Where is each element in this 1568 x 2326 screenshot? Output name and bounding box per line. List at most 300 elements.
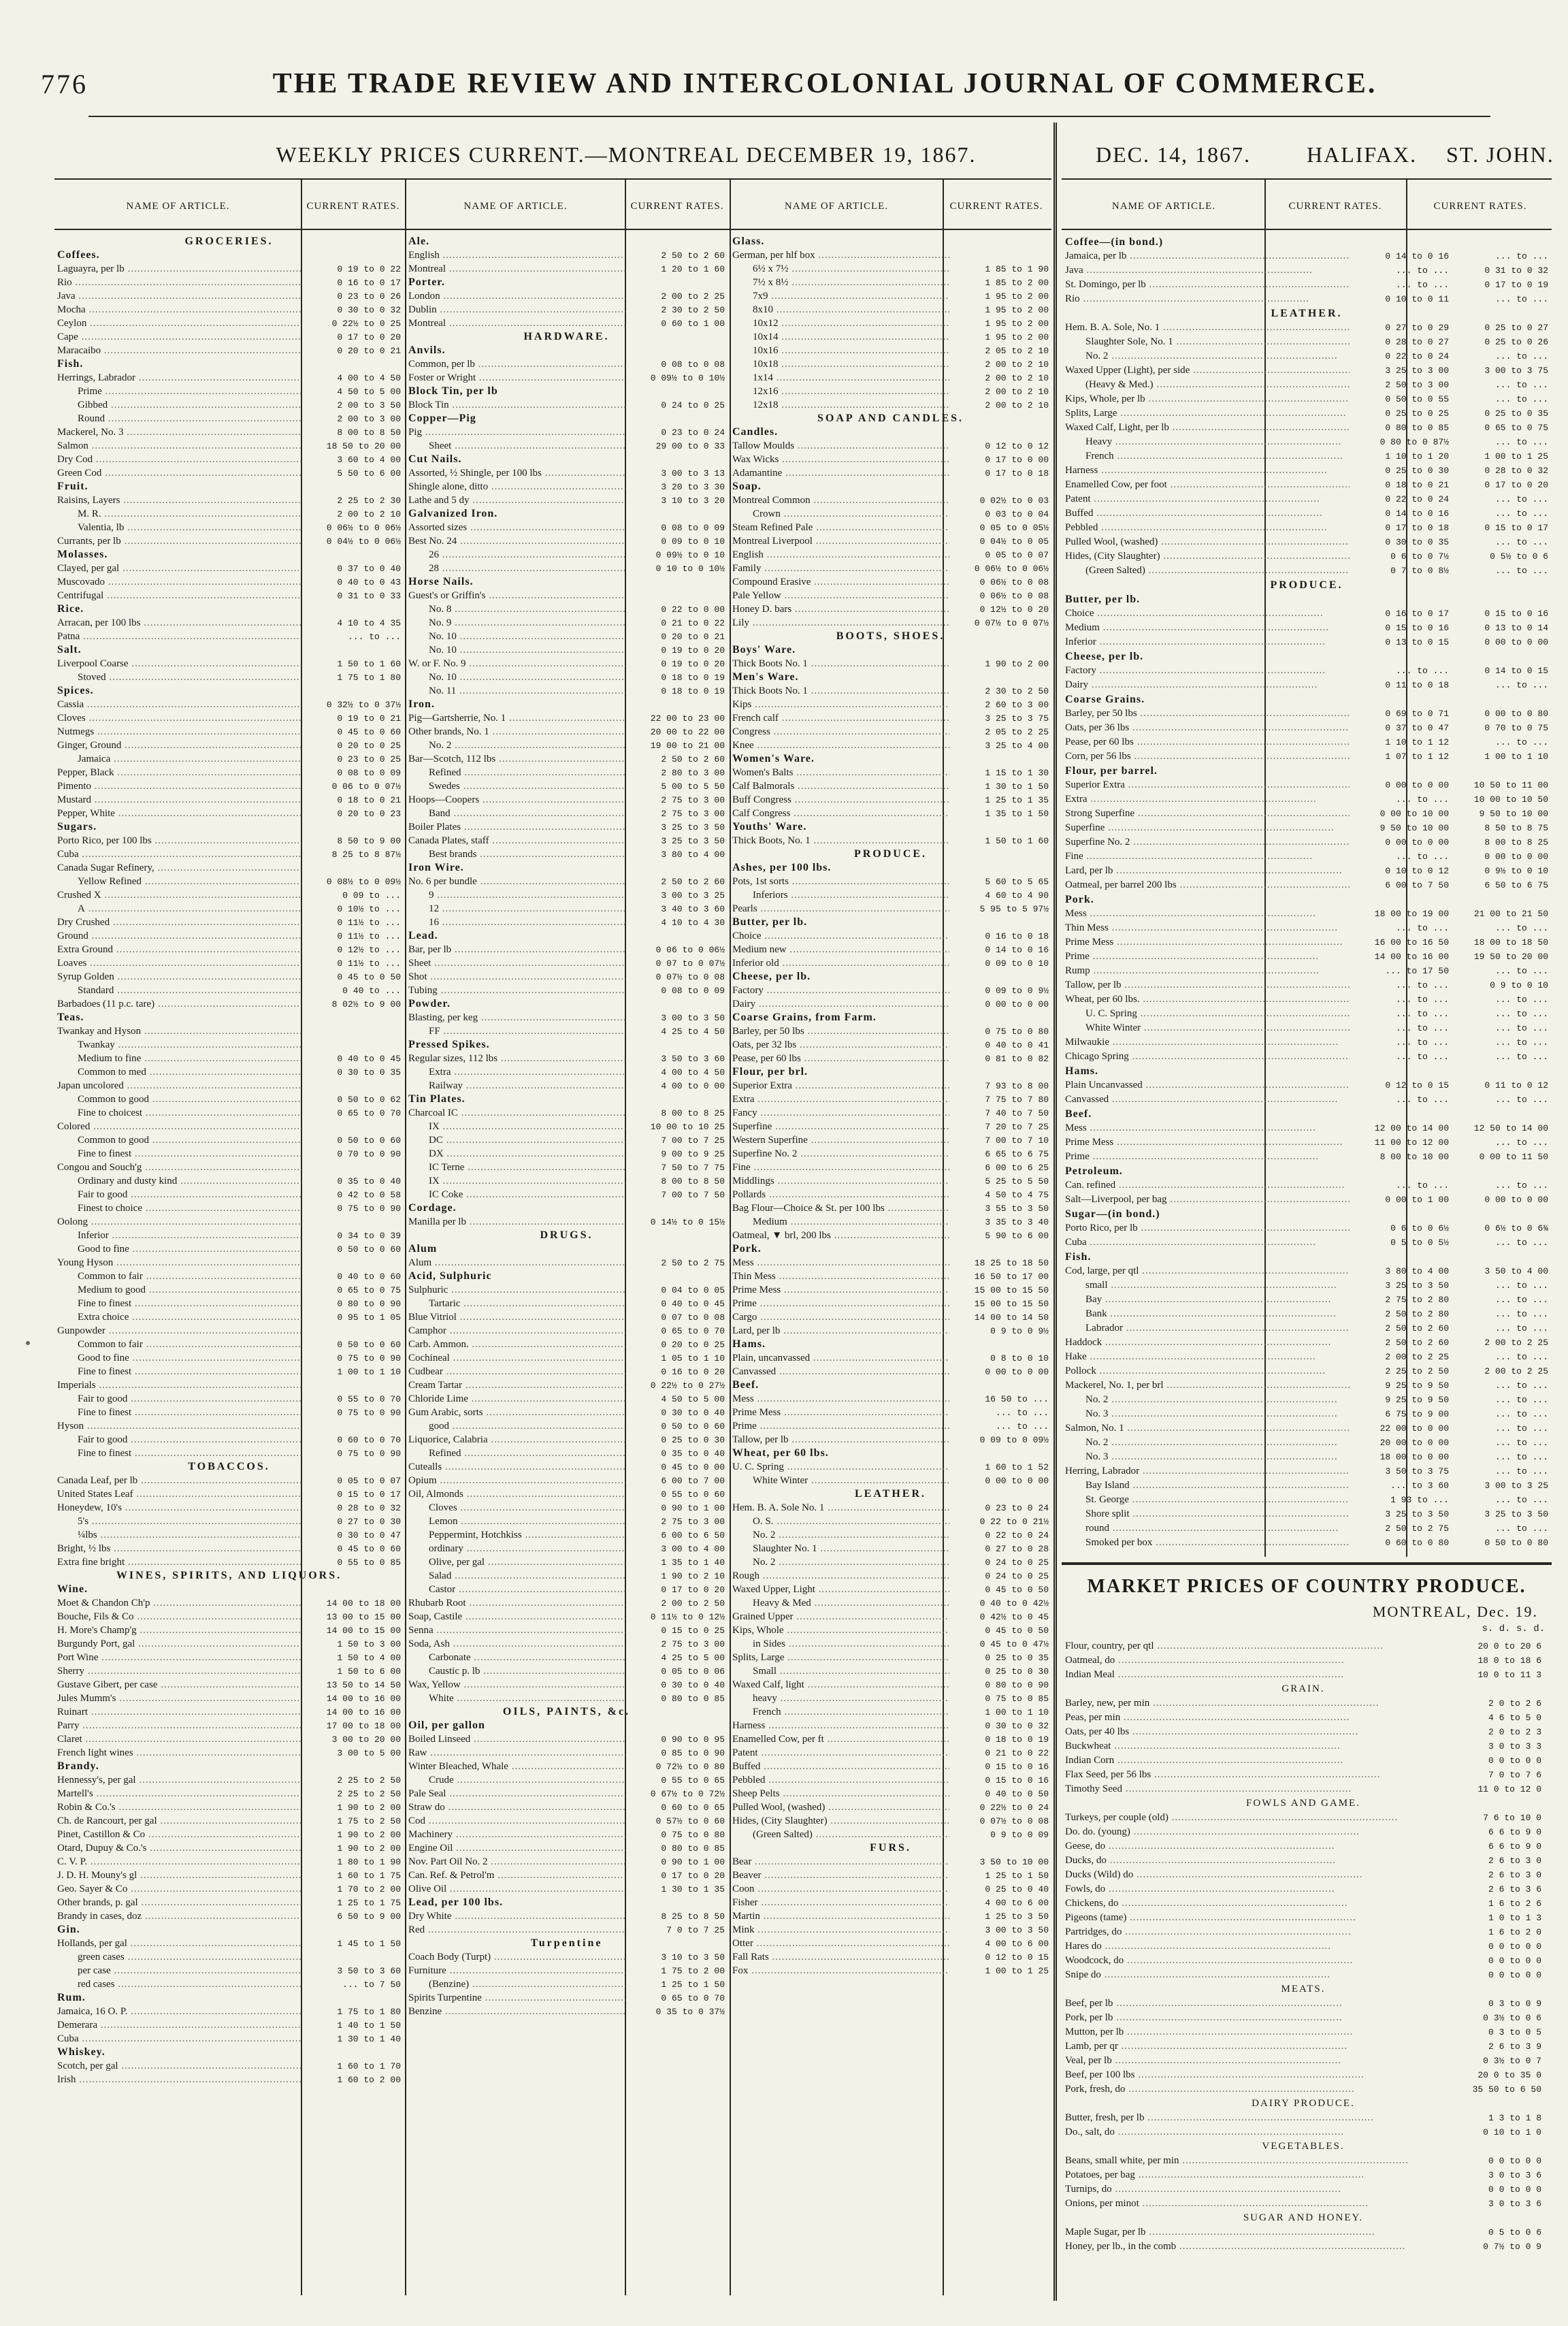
price-row: [1065, 1868, 1541, 1882]
price-row: [408, 1419, 725, 1433]
article-name: Fair to good .....: [57, 1188, 301, 1201]
article-name: Salmon .....: [57, 439, 301, 453]
article-name: Steam Refined Pale .....: [732, 521, 949, 534]
article-name: Harness .....: [1065, 464, 1350, 478]
price-row: [732, 997, 1049, 1011]
current-rate: 1 75 to 1 80: [337, 2007, 401, 2017]
article-name: Gum Arabic, sorts .....: [408, 1406, 625, 1419]
current-rate: 0 0 to 0 0: [1488, 1970, 1541, 1980]
stjohn-rate: ... to ...: [1494, 1280, 1548, 1291]
current-rate: 0 22½ to 0 24: [979, 1803, 1049, 1813]
article-name: Fall Rats .....: [732, 1950, 949, 1964]
current-rate: 0 50 to 0 55: [1385, 394, 1449, 404]
article-name: Inferior old .....: [732, 956, 949, 970]
current-rate: 6 6 to 9 0: [1488, 1841, 1541, 1852]
article-name: Currants, per lb .....: [57, 534, 301, 548]
table-top-rule: [54, 178, 1051, 180]
price-row: [408, 1120, 725, 1133]
article-name: Factory .....: [732, 984, 949, 997]
category-heading: [408, 276, 725, 289]
stjohn-rate: ... to ...: [1494, 380, 1548, 390]
current-rate: 16 50 to 17 00: [974, 1272, 1049, 1282]
price-row: [408, 357, 725, 371]
category-heading: [57, 1760, 401, 1773]
price-row: [1065, 1954, 1541, 1968]
current-rate: ... to ...: [1395, 1180, 1449, 1191]
current-rate: 3 80 to 4 00: [661, 850, 725, 860]
current-rate: 1 60 to 2 00: [337, 2075, 401, 2085]
article-name: Crushed X .....: [57, 888, 301, 902]
article-name: Wax, Yellow .....: [408, 1678, 625, 1692]
current-rate: 15 00 to 15 50: [974, 1285, 1049, 1295]
price-row: [1065, 1479, 1548, 1493]
price-row: [408, 616, 725, 630]
article-name: Congou and Souch'g .....: [57, 1161, 301, 1174]
stjohn-rate: ... to ...: [1494, 1466, 1548, 1476]
article-name: English .....: [408, 248, 625, 262]
stjohn-rate: ... to ...: [1494, 680, 1548, 690]
category-heading: [408, 1896, 725, 1909]
price-row: [732, 766, 1049, 779]
article-name: Timothy Seed .....: [1065, 1782, 1456, 1796]
section-heading: [1065, 578, 1548, 592]
price-row: [732, 1787, 1049, 1800]
current-rate: 0 18 to 0 19: [661, 686, 725, 696]
current-rate: 35 50 to 6 50: [1472, 2084, 1541, 2095]
category-heading: [1065, 1207, 1548, 1221]
current-rate: 0 80 to 0 85: [1385, 423, 1449, 433]
current-rate: 0 24 to 0 25: [661, 400, 725, 410]
price-row: [1065, 1421, 1548, 1436]
article-name: Ginger, Ground .....: [57, 739, 301, 752]
price-row: [1065, 1278, 1548, 1293]
price-row: [57, 1242, 401, 1256]
current-rate: 0 81 to 0 82: [985, 1054, 1049, 1064]
stjohn-rate: 19 50 to 20 00: [1473, 952, 1548, 962]
current-rate: 8 00 to 8 25: [661, 1108, 725, 1118]
category-heading: [408, 453, 725, 466]
stjohn-rate: ... to ...: [1494, 737, 1548, 747]
price-row: [408, 303, 725, 317]
price-row: [57, 1678, 401, 1692]
price-row: [408, 248, 725, 262]
current-rate: 3 0 to 3 3: [1488, 1741, 1541, 1751]
section-heading: [1065, 2211, 1541, 2225]
article-name: St. George .....: [1065, 1493, 1350, 1507]
article-name: Medium to fine .....: [57, 1052, 301, 1065]
price-row: [57, 752, 401, 766]
current-rate: 4 10 to 4 30: [661, 918, 725, 928]
price-row: [1065, 1725, 1541, 1739]
current-rate: 0 10½ to ...: [337, 904, 401, 914]
article-name: Western Superfine .....: [732, 1133, 949, 1147]
article-name: U. C. Spring .....: [1065, 1007, 1350, 1021]
article-name: Good to fine .....: [57, 1242, 301, 1256]
current-rate: 1 25 to 1 35: [985, 795, 1049, 805]
price-row: [1065, 749, 1548, 764]
current-rate: 0 22 to 0 24: [985, 1530, 1049, 1540]
price-row: [408, 1378, 725, 1392]
current-rate: 4 00 to 6 00: [985, 1898, 1049, 1908]
price-row: [57, 1896, 401, 1909]
current-rate: 2 6 to 3 9: [1488, 2041, 1541, 2052]
current-rate: 1 90 to 2 10: [661, 1571, 725, 1581]
article-name: Centrifugal .....: [57, 589, 301, 602]
article-name: Raw .....: [408, 1746, 625, 1760]
article-name: Sherry .....: [57, 1664, 301, 1678]
current-rate: 0 60 to 1 00: [661, 319, 725, 329]
header-bottom-rule-right: [1062, 229, 1552, 230]
current-rate: 0 17 to 0 18: [985, 468, 1049, 479]
current-rate: 8 00 to 8 50: [337, 427, 401, 438]
current-rate: 9 00 to 9 25: [661, 1149, 725, 1159]
category-heading: [732, 916, 1049, 929]
article-name: Japan uncolored .....: [57, 1079, 301, 1093]
article-name: Martin .....: [732, 1909, 949, 1923]
price-row: [1065, 263, 1548, 278]
article-name: Iron Wire.: [408, 862, 464, 873]
stjohn-rate: 0 00 to 0 80: [1484, 709, 1548, 719]
category-heading: [408, 1719, 725, 1732]
article-name: Pease, per 60 lbs .....: [732, 1052, 949, 1065]
stjohn-rate: ... to ...: [1494, 1395, 1548, 1405]
price-row: [57, 1283, 401, 1297]
price-row: [732, 575, 1049, 589]
price-row: [408, 1977, 725, 1991]
current-rate: 0 45 to 0 50: [985, 1585, 1049, 1595]
price-row: [1065, 321, 1548, 335]
current-rate: 0 21 to 0 22: [985, 1748, 1049, 1758]
price-row: [1065, 2182, 1541, 2197]
article-name: Boiled Linseed .....: [408, 1732, 625, 1746]
article-name: No. 3 .....: [1065, 1407, 1350, 1421]
price-row: [732, 1460, 1049, 1474]
current-rate: 1 60 to 1 70: [337, 2061, 401, 2071]
stjohn-rate: ... to ...: [1494, 294, 1548, 304]
article-name: Salt—Liverpool, per bag .....: [1065, 1193, 1350, 1207]
price-row: [1065, 292, 1548, 306]
article-name: Cod .....: [408, 1814, 625, 1828]
price-row: [57, 1800, 401, 1814]
price-row: [57, 1528, 401, 1542]
price-row: [408, 1637, 725, 1651]
current-rate: 0 24 to 0 25: [985, 1557, 1049, 1568]
price-row: [1065, 435, 1548, 449]
current-rate: 1 6 to 2 6: [1488, 1899, 1541, 1909]
article-name: 10x12 .....: [732, 317, 949, 330]
article-name: Turnips, do .....: [1065, 2182, 1456, 2197]
article-name: Extra .....: [732, 1093, 949, 1106]
current-rate: 2 00 to 2 10: [985, 373, 1049, 383]
price-row: [408, 630, 725, 643]
article-name: Camphor .....: [408, 1324, 625, 1338]
current-rate: 0 6 to 0 6½: [1390, 1223, 1449, 1233]
current-rate: 0 37 to 0 40: [337, 564, 401, 574]
price-row: [732, 1555, 1049, 1569]
current-rate: ... to ...: [1395, 1095, 1449, 1105]
article-name: 12x18 .....: [732, 398, 949, 412]
price-row: [732, 466, 1049, 480]
article-name: Pork, fresh, do .....: [1065, 2082, 1456, 2097]
article-name: Hollands, per gal .....: [57, 1937, 301, 1950]
section-heading: [57, 1460, 401, 1474]
article-name: Parry .....: [57, 1719, 301, 1732]
article-name: GROCERIES.: [184, 236, 274, 247]
section-divider: [1054, 123, 1057, 2301]
current-rate: 2 50 to 2 60: [661, 251, 725, 261]
stjohn-rate: 21 00 to 21 50: [1473, 909, 1548, 919]
price-row: [57, 834, 401, 847]
category-heading: [732, 1242, 1049, 1256]
price-row: [1065, 1221, 1548, 1235]
stjohn-rate: ... to ...: [1494, 1009, 1548, 1019]
price-row: [732, 357, 1049, 371]
article-name: Blue Vitriol .....: [408, 1310, 625, 1324]
price-row: [408, 1664, 725, 1678]
current-rate: 0 34 to 0 39: [337, 1231, 401, 1241]
current-rate: 1 35 to 1 40: [661, 1557, 725, 1568]
current-rate: 0 30 to 0 40: [661, 1680, 725, 1690]
price-row: [57, 1719, 401, 1732]
category-heading: [408, 861, 725, 875]
current-rate: 3 20 to 3 30: [661, 482, 725, 492]
price-row: [1065, 449, 1548, 464]
article-name: Pork, per lb .....: [1065, 2011, 1456, 2025]
price-row: [57, 1787, 401, 1800]
article-name: LEATHER.: [854, 1488, 927, 1500]
price-row: [1065, 2025, 1541, 2039]
price-row: [1065, 1882, 1541, 1896]
current-rate: 3 55 to 3 50: [985, 1204, 1049, 1214]
article-name: Oil, per gallon: [408, 1719, 485, 1731]
stjohn-rate: 0 00 to 0 00: [1484, 852, 1548, 862]
price-row: [732, 602, 1049, 616]
current-rate: 3 35 to 3 40: [985, 1217, 1049, 1227]
current-rate: 3 50 to 3 60: [337, 1966, 401, 1976]
price-row: [1065, 1839, 1541, 1854]
stjohn-rate: ... to ...: [1494, 494, 1548, 504]
article-name: Stoved .....: [57, 671, 301, 684]
article-name: Dairy .....: [732, 997, 949, 1011]
article-name: London .....: [408, 289, 625, 303]
current-rate: 0 16 to 0 20: [661, 1367, 725, 1377]
current-rate: 0 12½ to ...: [337, 945, 401, 955]
price-row: [408, 562, 725, 575]
article-name: Wine.: [57, 1583, 88, 1595]
current-rate: 1 50 to 4 00: [337, 1653, 401, 1663]
price-row: [57, 1869, 401, 1882]
price-row: [57, 1161, 401, 1174]
market-units: s. d. s. d.: [1482, 1624, 1545, 1634]
current-rate: 0 30 to 0 32: [337, 305, 401, 315]
price-row: [732, 534, 1049, 548]
current-rate: 0 25 to 0 30: [985, 1666, 1049, 1677]
article-name: Liquorice, Calabria .....: [408, 1433, 625, 1447]
price-row: [57, 1378, 401, 1392]
price-row: [408, 902, 725, 916]
current-rate: 2 00 to 2 10: [985, 387, 1049, 397]
article-name: Cape .....: [57, 330, 301, 344]
price-row: [732, 548, 1049, 562]
current-rate: 1 85 to 2 00: [985, 278, 1049, 288]
price-row: [57, 807, 401, 820]
section-heading: [732, 1841, 1049, 1855]
category-heading: [57, 480, 401, 494]
current-rate: 0 5 to 0 6: [1488, 2227, 1541, 2238]
montreal-heading: WEEKLY PRICES CURRENT.—MONTREAL DECEMBER 19, 1867.: [276, 142, 977, 167]
price-row: [732, 1651, 1049, 1664]
article-name: St. Domingo, per lb .....: [1065, 278, 1350, 292]
price-row: [57, 385, 401, 398]
current-rate: 2 25 to 2 50: [337, 1775, 401, 1786]
stjohn-rate: ... to ...: [1494, 394, 1548, 404]
price-row: [1065, 1035, 1548, 1050]
article-name: Cudbear .....: [408, 1365, 625, 1378]
category-heading: [408, 235, 725, 248]
current-rate: 4 60 to 4 90: [985, 890, 1049, 901]
price-row: [732, 1188, 1049, 1201]
article-name: Porto Rico, per 100 lbs .....: [57, 834, 301, 847]
stjohn-rate: 2 00 to 2 25: [1484, 1338, 1548, 1348]
stjohn-rate: 0 65 to 0 75: [1484, 423, 1548, 433]
current-rate: 0 30 to 0 35: [337, 1067, 401, 1078]
price-row: [408, 1406, 725, 1419]
article-name: Montreal .....: [408, 317, 625, 330]
category-heading: [732, 820, 1049, 834]
price-row: [1065, 1854, 1541, 1868]
current-rate: 0 08 to 0 09: [337, 768, 401, 778]
price-row: [1065, 1121, 1548, 1135]
article-name: HARDWARE.: [523, 331, 610, 342]
article-name: PRODUCE.: [1270, 579, 1343, 591]
current-rate: ... to ...: [1395, 265, 1449, 276]
price-row: [732, 1474, 1049, 1487]
category-heading: [1065, 592, 1548, 607]
article-name: Hennessy's, per gal .....: [57, 1773, 301, 1787]
col4-name-header: NAME OF ARTICLE.: [1111, 201, 1216, 212]
article-name: No. 8 .....: [408, 602, 625, 616]
price-row: [57, 1174, 401, 1188]
article-name: Montreal .....: [408, 262, 625, 276]
price-row: [732, 289, 1049, 303]
price-row: [408, 1256, 725, 1270]
article-name: Inferior .....: [1065, 635, 1350, 649]
price-row: [732, 1583, 1049, 1596]
price-row: [408, 1447, 725, 1460]
section-heading: [732, 412, 1049, 425]
current-rate: 22 00 to 23 00: [650, 713, 725, 724]
article-name: VEGETABLES.: [1262, 2141, 1345, 2152]
article-name: Dry Crushed .....: [57, 916, 301, 929]
article-name: Montreal Common .....: [732, 494, 949, 507]
price-row: [1065, 621, 1548, 635]
current-rate: 0 06½ to 0 08: [979, 591, 1049, 601]
article-name: Fox .....: [732, 1964, 949, 1977]
stjohn-rate: 18 00 to 18 50: [1473, 937, 1548, 948]
article-name: Buffed .....: [732, 1760, 949, 1773]
article-name: Spices.: [57, 685, 94, 696]
price-row: [1065, 2240, 1541, 2254]
current-rate: 0 09½ to 0 10½: [650, 373, 725, 383]
price-row: [1065, 478, 1548, 492]
article-name: Crown .....: [732, 507, 949, 521]
col3-name-header: NAME OF ARTICLE.: [784, 201, 889, 212]
current-rate: 0 55 to 0 70: [337, 1394, 401, 1404]
current-rate: 13 00 to 15 00: [326, 1612, 401, 1622]
price-row: [408, 671, 725, 684]
article-name: IC Terne .....: [408, 1161, 625, 1174]
article-name: IC Coke .....: [408, 1188, 625, 1201]
article-name: Mutton, per lb .....: [1065, 2025, 1456, 2039]
article-name: Good to fine .....: [57, 1351, 301, 1365]
article-name: Pork.: [1065, 894, 1094, 905]
article-name: White Winter .....: [732, 1474, 949, 1487]
price-row: [1065, 2068, 1541, 2082]
article-name: Muscovado .....: [57, 575, 301, 589]
article-name: Java .....: [57, 289, 301, 303]
price-row: [408, 425, 725, 439]
current-rate: 0 0 to 0 0: [1488, 1941, 1541, 1952]
article-name: Prime Mess .....: [732, 1283, 949, 1297]
price-row: [57, 1419, 401, 1433]
price-row: [57, 847, 401, 861]
price-row: [732, 1392, 1049, 1406]
price-row: [732, 1419, 1049, 1433]
article-name: Whiskey.: [57, 2046, 105, 2058]
current-rate: 0 08 to 0 09: [661, 523, 725, 533]
article-name: Mackerel, No. 3 .....: [57, 425, 301, 439]
article-name: Slaughter No. 1 .....: [732, 1542, 949, 1555]
current-rate: 0 00 to 0 00: [1385, 837, 1449, 847]
price-row: [408, 480, 725, 494]
article-name: (Heavy & Med.) .....: [1065, 378, 1350, 392]
price-row: [732, 1515, 1049, 1528]
article-name: Olive, per gal .....: [408, 1555, 625, 1569]
current-rate: 10 00 to 10 25: [650, 1122, 725, 1132]
price-row: [1065, 907, 1548, 921]
article-name: M. R. .....: [57, 507, 301, 521]
price-row: [408, 1188, 725, 1201]
price-row: [57, 2059, 401, 2073]
current-rate: 1 25 to 3 50: [985, 1911, 1049, 1922]
current-rate: 7 75 to 7 80: [985, 1095, 1049, 1105]
article-name: Hides, (City Slaughter) .....: [1065, 549, 1350, 564]
current-rate: 5 95 to 5 97½: [979, 904, 1049, 914]
current-rate: ... to ...: [1395, 666, 1449, 676]
article-name: Hake .....: [1065, 1350, 1350, 1364]
current-rate: 0 19 to 0 20: [661, 659, 725, 669]
article-name: No. 2 .....: [1065, 349, 1350, 364]
current-rate: 1 90 to 2 00: [337, 1843, 401, 1854]
price-row: [732, 1052, 1049, 1065]
current-rate: 0 15 to 0 16: [1385, 623, 1449, 633]
article-name: Cassia .....: [57, 698, 301, 711]
stjohn-rate: 3 50 to 4 00: [1484, 1266, 1548, 1276]
header-rule: [88, 116, 1490, 117]
price-row: [732, 1093, 1049, 1106]
stjohn-rate: ... to ...: [1494, 1180, 1548, 1191]
price-row: [408, 494, 725, 507]
article-name: Flour, country, per qtl .....: [1065, 1639, 1456, 1653]
current-rate: 0 45 to 0 50: [985, 1626, 1049, 1636]
price-row: [732, 385, 1049, 398]
category-heading: [732, 1065, 1049, 1079]
price-row: [408, 1528, 725, 1542]
price-row: [408, 1515, 725, 1528]
price-row: [732, 1937, 1049, 1950]
article-name: Oats, per 36 lbs .....: [1065, 721, 1350, 735]
price-row: [57, 425, 401, 439]
